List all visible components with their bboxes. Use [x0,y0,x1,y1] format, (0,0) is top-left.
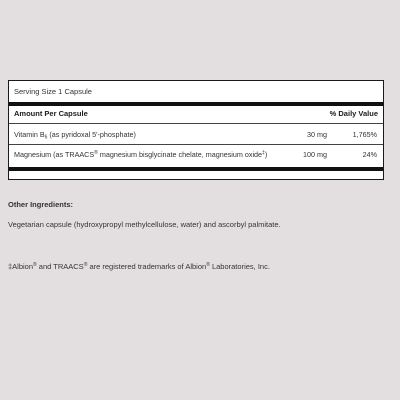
thick-rule-bottom [9,167,383,171]
nutrient-amount-vitamin-b6: 30 mg [307,130,327,139]
nutrient-dv-vitamin-b6: 1,765% [352,130,377,139]
nutrient-dv-magnesium: 24% [362,150,377,159]
other-ingredients-text: Vegetarian capsule (hydroxypropyl methylcellulose, water) and ascorbyl palmitate. [8,220,281,229]
other-ingredients-title: Other Ingredients: [8,200,74,209]
header-daily-value: % Daily Value [329,109,378,118]
trademark-notice: ‡Albion® and TRAACS® are registered trademarks of Albion® Laboratories, Inc. [8,262,270,271]
nutrient-name-vitamin-b6: Vitamin $B_6$ (as pyridoxal 5'-phosphate) [14,130,136,141]
nutrient-amount-magnesium: 100 mg [303,150,327,159]
thick-rule-top [9,102,383,106]
rule-under-header [9,123,383,124]
rule-between-rows [9,144,383,145]
nutrient-name-magnesium: Magnesium (as TRAACS® magnesium bisglycinate chelate, magnesium oxide‡) [14,150,268,159]
header-amount-per-capsule: Amount Per Capsule [14,109,88,118]
supplement-facts-panel [8,80,384,180]
serving-size: Serving Size 1 Capsule [14,87,92,96]
